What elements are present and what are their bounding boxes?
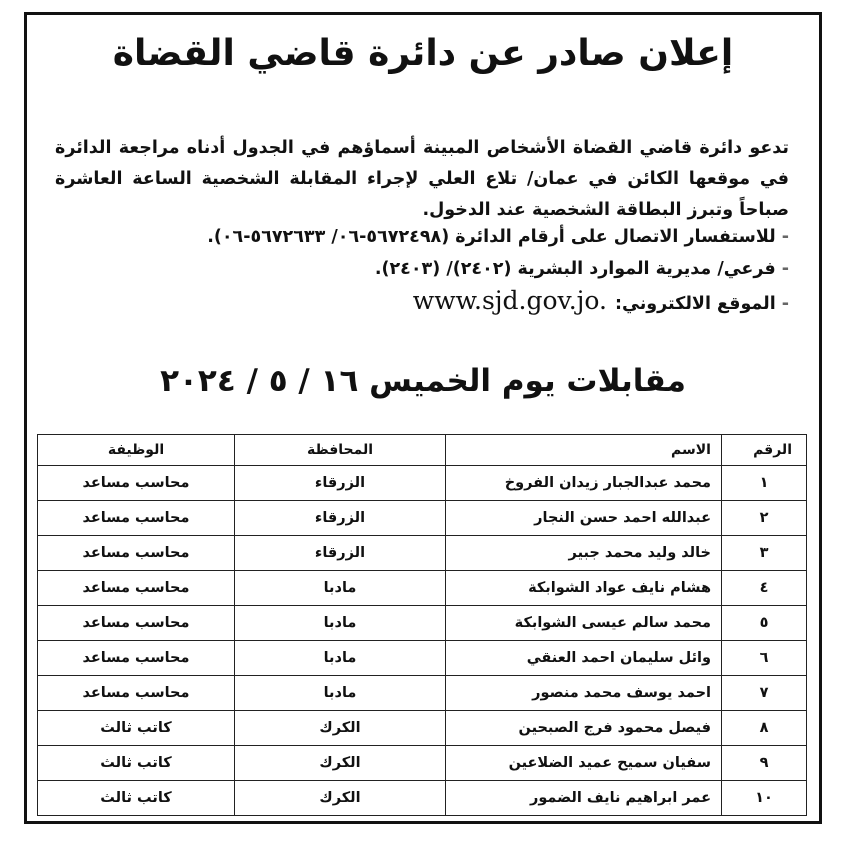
cell-job: محاسب مساعد [38,536,235,571]
website-link[interactable]: www.sjd.gov.jo. [412,286,607,315]
cell-governorate: مادبا [235,676,446,711]
cell-governorate: مادبا [235,641,446,676]
cell-name: وائل سليمان احمد العنقي [446,641,722,676]
cell-number: ١٠ [722,781,807,816]
cell-name: محمد عبدالجبار زيدان الفروخ [446,466,722,501]
cell-name: عبدالله احمد حسن النجار [446,501,722,536]
cell-job: كاتب ثالث [38,746,235,781]
cell-number: ٤ [722,571,807,606]
table-row [38,501,807,536]
phones-text: للاستفسار الاتصال على أرقام الدائرة (٥٦٧٢٤٩٨-٠٦/ ٥٦٧٢٦٣٣-٠٦). [207,227,776,247]
cell-governorate: مادبا [235,571,446,606]
cell-number: ٥ [722,606,807,641]
header-job: الوظيفة [38,435,235,466]
table-row [38,466,807,501]
announcement-frame [24,12,822,824]
website-label: الموقع الالكتروني: [614,294,776,314]
cell-job: محاسب مساعد [38,466,235,501]
cell-name: خالد وليد محمد جبير [446,536,722,571]
intro-paragraph: تدعو دائرة قاضي القضاة الأشخاص المبينة أسماؤهم في الجدول أدناه مراجعة الدائرة في موقعها الكائن في عمان/ تلاع العلي لإجراء المقابلة الشخصية الساعة العاشرة صباحاً وتبرز البطاقة الشخصية عند الدخول. [55,137,789,220]
announcement-title: إعلان صادر عن دائرة قاضي القضاة [112,33,734,74]
cell-name: احمد يوسف محمد منصور [446,676,722,711]
cell-number: ٦ [722,641,807,676]
cell-job: محاسب مساعد [38,571,235,606]
table-row [38,606,807,641]
contact-extension [55,253,789,285]
cell-name: هشام نايف عواد الشوابكة [446,571,722,606]
table-row [38,676,807,711]
table-row [38,536,807,571]
cell-governorate: مادبا [235,606,446,641]
cell-governorate: الكرك [235,781,446,816]
interview-date-heading: مقابلات يوم الخميس ١٦ / ٥ / ٢٠٢٤ [160,363,686,399]
cell-job: كاتب ثالث [38,781,235,816]
table-row [38,641,807,676]
header-name: الاسم [446,435,722,466]
cell-job: محاسب مساعد [38,641,235,676]
bullet-dash: - [781,259,789,279]
bullet-dash: - [781,294,789,314]
table-row [38,571,807,606]
cell-number: ٣ [722,536,807,571]
cell-job: محاسب مساعد [38,606,235,641]
candidates-table [37,434,807,816]
cell-name: عمر ابراهيم نايف الضمور [446,781,722,816]
table-row [38,746,807,781]
contact-phones [55,221,789,253]
cell-name: فيصل محمود فرج الصبحين [446,711,722,746]
cell-governorate: الزرقاء [235,501,446,536]
cell-job: محاسب مساعد [38,501,235,536]
cell-number: ٧ [722,676,807,711]
cell-governorate: الزرقاء [235,466,446,501]
cell-governorate: الكرك [235,711,446,746]
header-governorate: المحافظة [235,435,446,466]
cell-number: ٢ [722,501,807,536]
table-row [38,711,807,746]
cell-name: محمد سالم عيسى الشوابكة [446,606,722,641]
cell-number: ٨ [722,711,807,746]
cell-number: ٩ [722,746,807,781]
table-header-row [38,435,807,466]
contact-website [55,285,789,317]
cell-governorate: الزرقاء [235,536,446,571]
cell-governorate: الكرك [235,746,446,781]
cell-name: سفيان سميح عميد الضلاعين [446,746,722,781]
table-row [38,781,807,816]
bullet-dash: - [781,227,789,247]
header-number: الرقم [722,435,807,466]
cell-job: كاتب ثالث [38,711,235,746]
extension-text: فرعي/ مديرية الموارد البشرية (٢٤٠٢)/ (٢٤٠٣). [374,259,776,279]
cell-job: محاسب مساعد [38,676,235,711]
cell-number: ١ [722,466,807,501]
contact-list [55,221,789,317]
